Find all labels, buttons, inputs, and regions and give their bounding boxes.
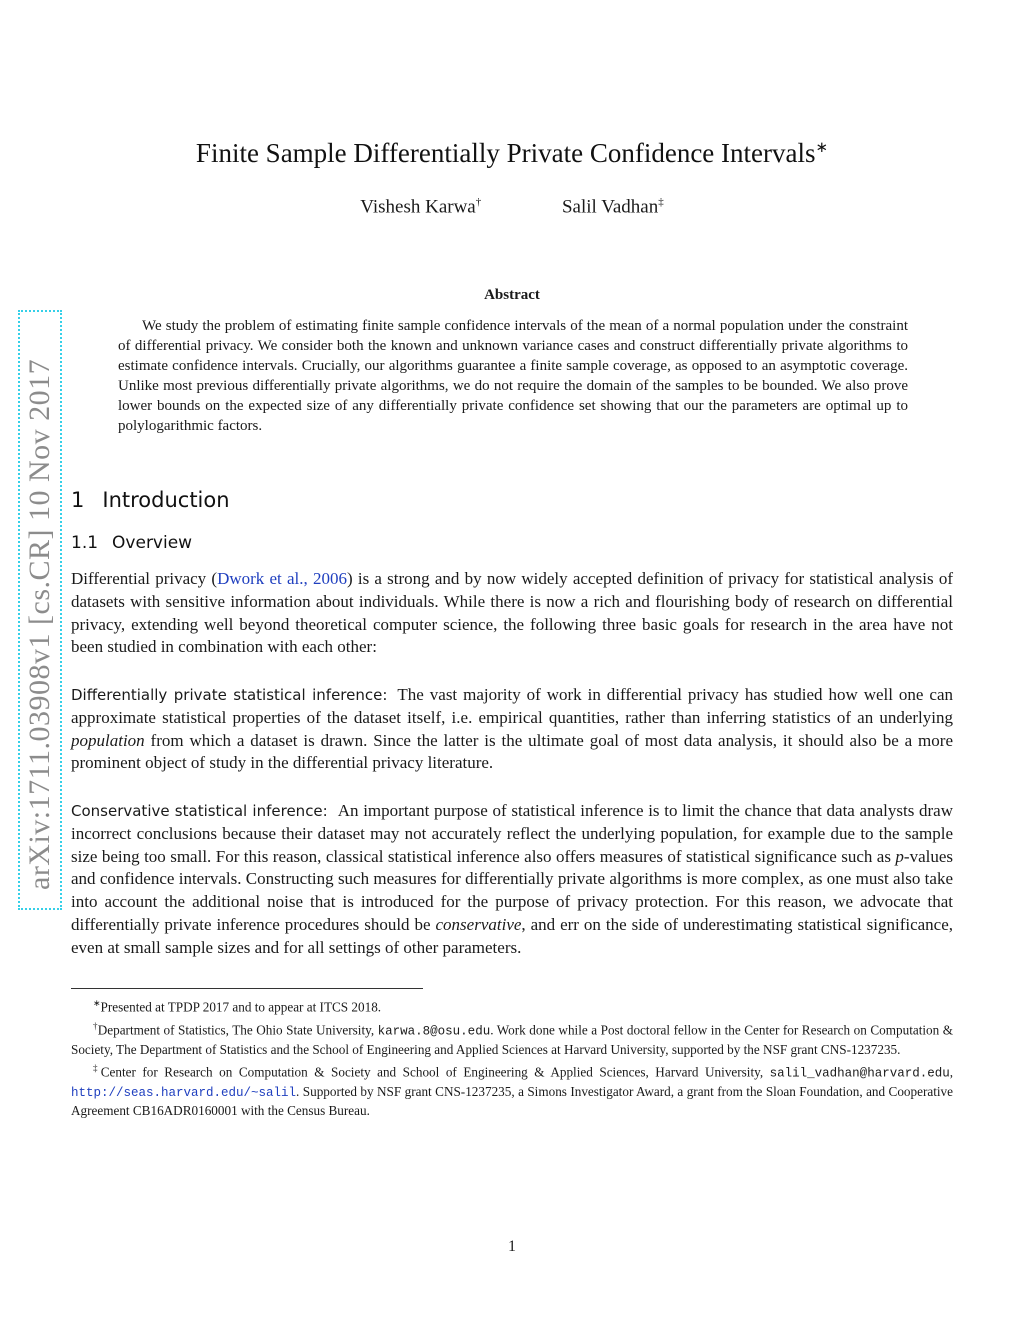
- footnote-mark: ‡: [93, 1063, 101, 1073]
- footnote-2: [71, 1017, 953, 1059]
- author-name: Vishesh Karwa: [360, 196, 476, 218]
- abstract-heading: Abstract: [484, 287, 540, 303]
- footnote-rule: [71, 988, 423, 989]
- citation-link[interactable]: Dwork et al., 2006: [217, 569, 347, 588]
- subsection-overview-heading: [71, 533, 192, 553]
- para-text: An important purpose of statistical inference is to limit the chance that data analysts draw incorrect conclusions because their dataset may not accurately reflect the underlying population, for example due to the sample size being too small. For this reason, classical statistical inference also offers measures of statistical significance such as: [71, 801, 953, 866]
- author-vadhan: [562, 196, 664, 218]
- para-text: from which a dataset is drawn. Since the latter is the ultimate goal of most data analysis, it should also be a more prominent object of study in the differential privacy literature.: [71, 730, 953, 773]
- section-title: Introduction: [102, 488, 230, 512]
- para-text: ) is a strong and by now widely accepted definition of privacy for statistical analysis of datasets with sensitive information about individuals. While there is now a rich and flourishing body of research on differential privacy, extending well beyond theoretical computer science, the following three basic goals for research in the area have not been studied in combination with each other:: [71, 569, 953, 657]
- paragraph-lead: Differentially private statistical inference:: [71, 686, 388, 704]
- footnote-text: Department of Statistics, The Ohio State University,: [97, 1022, 378, 1038]
- emphasis: conservative: [435, 914, 522, 934]
- footnote-mark: †: [93, 1020, 98, 1031]
- footnote-text: Center for Research on Computation & Society and School of Engineering & Applied Sciences, Harvard University,: [100, 1064, 770, 1080]
- section-introduction-heading: [71, 488, 230, 512]
- para-text: Differential privacy (: [71, 569, 218, 588]
- author-name: Salil Vadhan: [561, 196, 659, 218]
- email-karwa: karwa.8@osu.edu: [377, 1024, 491, 1039]
- author-footnote-mark: †: [475, 196, 482, 208]
- author-karwa: [360, 196, 481, 218]
- author-footnote-mark: ‡: [658, 196, 664, 208]
- title-footnote-mark: ∗: [815, 140, 829, 156]
- footnote-text: ,: [949, 1064, 953, 1080]
- para-text: , and err on the side of underestimating statistical significance, even at small sample sizes and for all settings of other parameters.: [71, 914, 954, 957]
- footnote-text: Presented at TPDP 2017 and to appear at ITCS 2018.: [100, 999, 382, 1015]
- footnotes: [71, 994, 953, 1121]
- subsection-title: Overview: [112, 533, 193, 553]
- paragraph-conservative-inference: [71, 800, 953, 960]
- paper-title-text: Finite Sample Differentially Private Confidence Intervals: [195, 138, 816, 168]
- email-vadhan: salil_vadhan@harvard.edu: [769, 1066, 950, 1081]
- paper-title: [0, 138, 1024, 169]
- para-text: The vast majority of work in differential privacy has studied how well one can approximate statistical properties of the dataset itself, i.e. empirical quantities, rather than inferring statistics of an underlying: [71, 685, 953, 727]
- emphasis: population: [71, 730, 145, 750]
- emphasis: p: [895, 846, 904, 866]
- homepage-link[interactable]: http://seas.harvard.edu/~salil: [71, 1085, 297, 1100]
- page-number: 1: [508, 1238, 516, 1255]
- footnote-3: [71, 1059, 953, 1121]
- footnote-1: [71, 994, 953, 1017]
- subsection-number: 1.1: [71, 533, 99, 553]
- abstract-text: We study the problem of estimating finite sample confidence intervals of the mean of a normal population under the constraint of differential privacy. We consider both the known and unknown variance cases and construct differentially private algorithms to estimate confidence intervals. Crucially, our algorithms guarantee a finite sample coverage, as opposed to an asymptotic coverage. Unlike most previous differentially private algorithms, we do not require the domain of the samples to be bounded. We also prove lower bounds on the expected size of any differentially private confidence set showing that our the parameters are optimal up to polylogarithmic factors.: [118, 318, 908, 434]
- paragraph-private-inference: [71, 684, 953, 775]
- footnote-text: . Work done while a Post doctoral fellow in the Center for Research on Computation & Society, The Department of Statistics and the School of Engineering and Applied Sciences at Harvard University, supported by the NSF grant CNS-1237235.: [71, 1022, 953, 1057]
- paragraph-intro: [71, 568, 953, 659]
- footnote-mark: ∗: [93, 998, 101, 1008]
- arxiv-stamp: arXiv:1711.03908v1 [cs.CR] 10 Nov 2017: [23, 358, 56, 890]
- footnote-text: . Supported by NSF grant CNS-1237235, a Simons Investigator Award, a grant from the Sloan Foundation, and Cooperative Agreement CB16ADR0160001 with the Census Bureau.: [71, 1083, 953, 1119]
- author-list: [0, 196, 1024, 218]
- para-text: -values and confidence intervals. Constructing such measures for differentially private algorithms is more complex, as one must also take into account the additional noise that is introduced for the purpose of privacy protection. For this reason, we advocate that differentially private inference procedures should be: [71, 846, 953, 934]
- paragraph-lead: Conservative statistical inference:: [71, 802, 328, 820]
- section-number: 1: [71, 488, 85, 512]
